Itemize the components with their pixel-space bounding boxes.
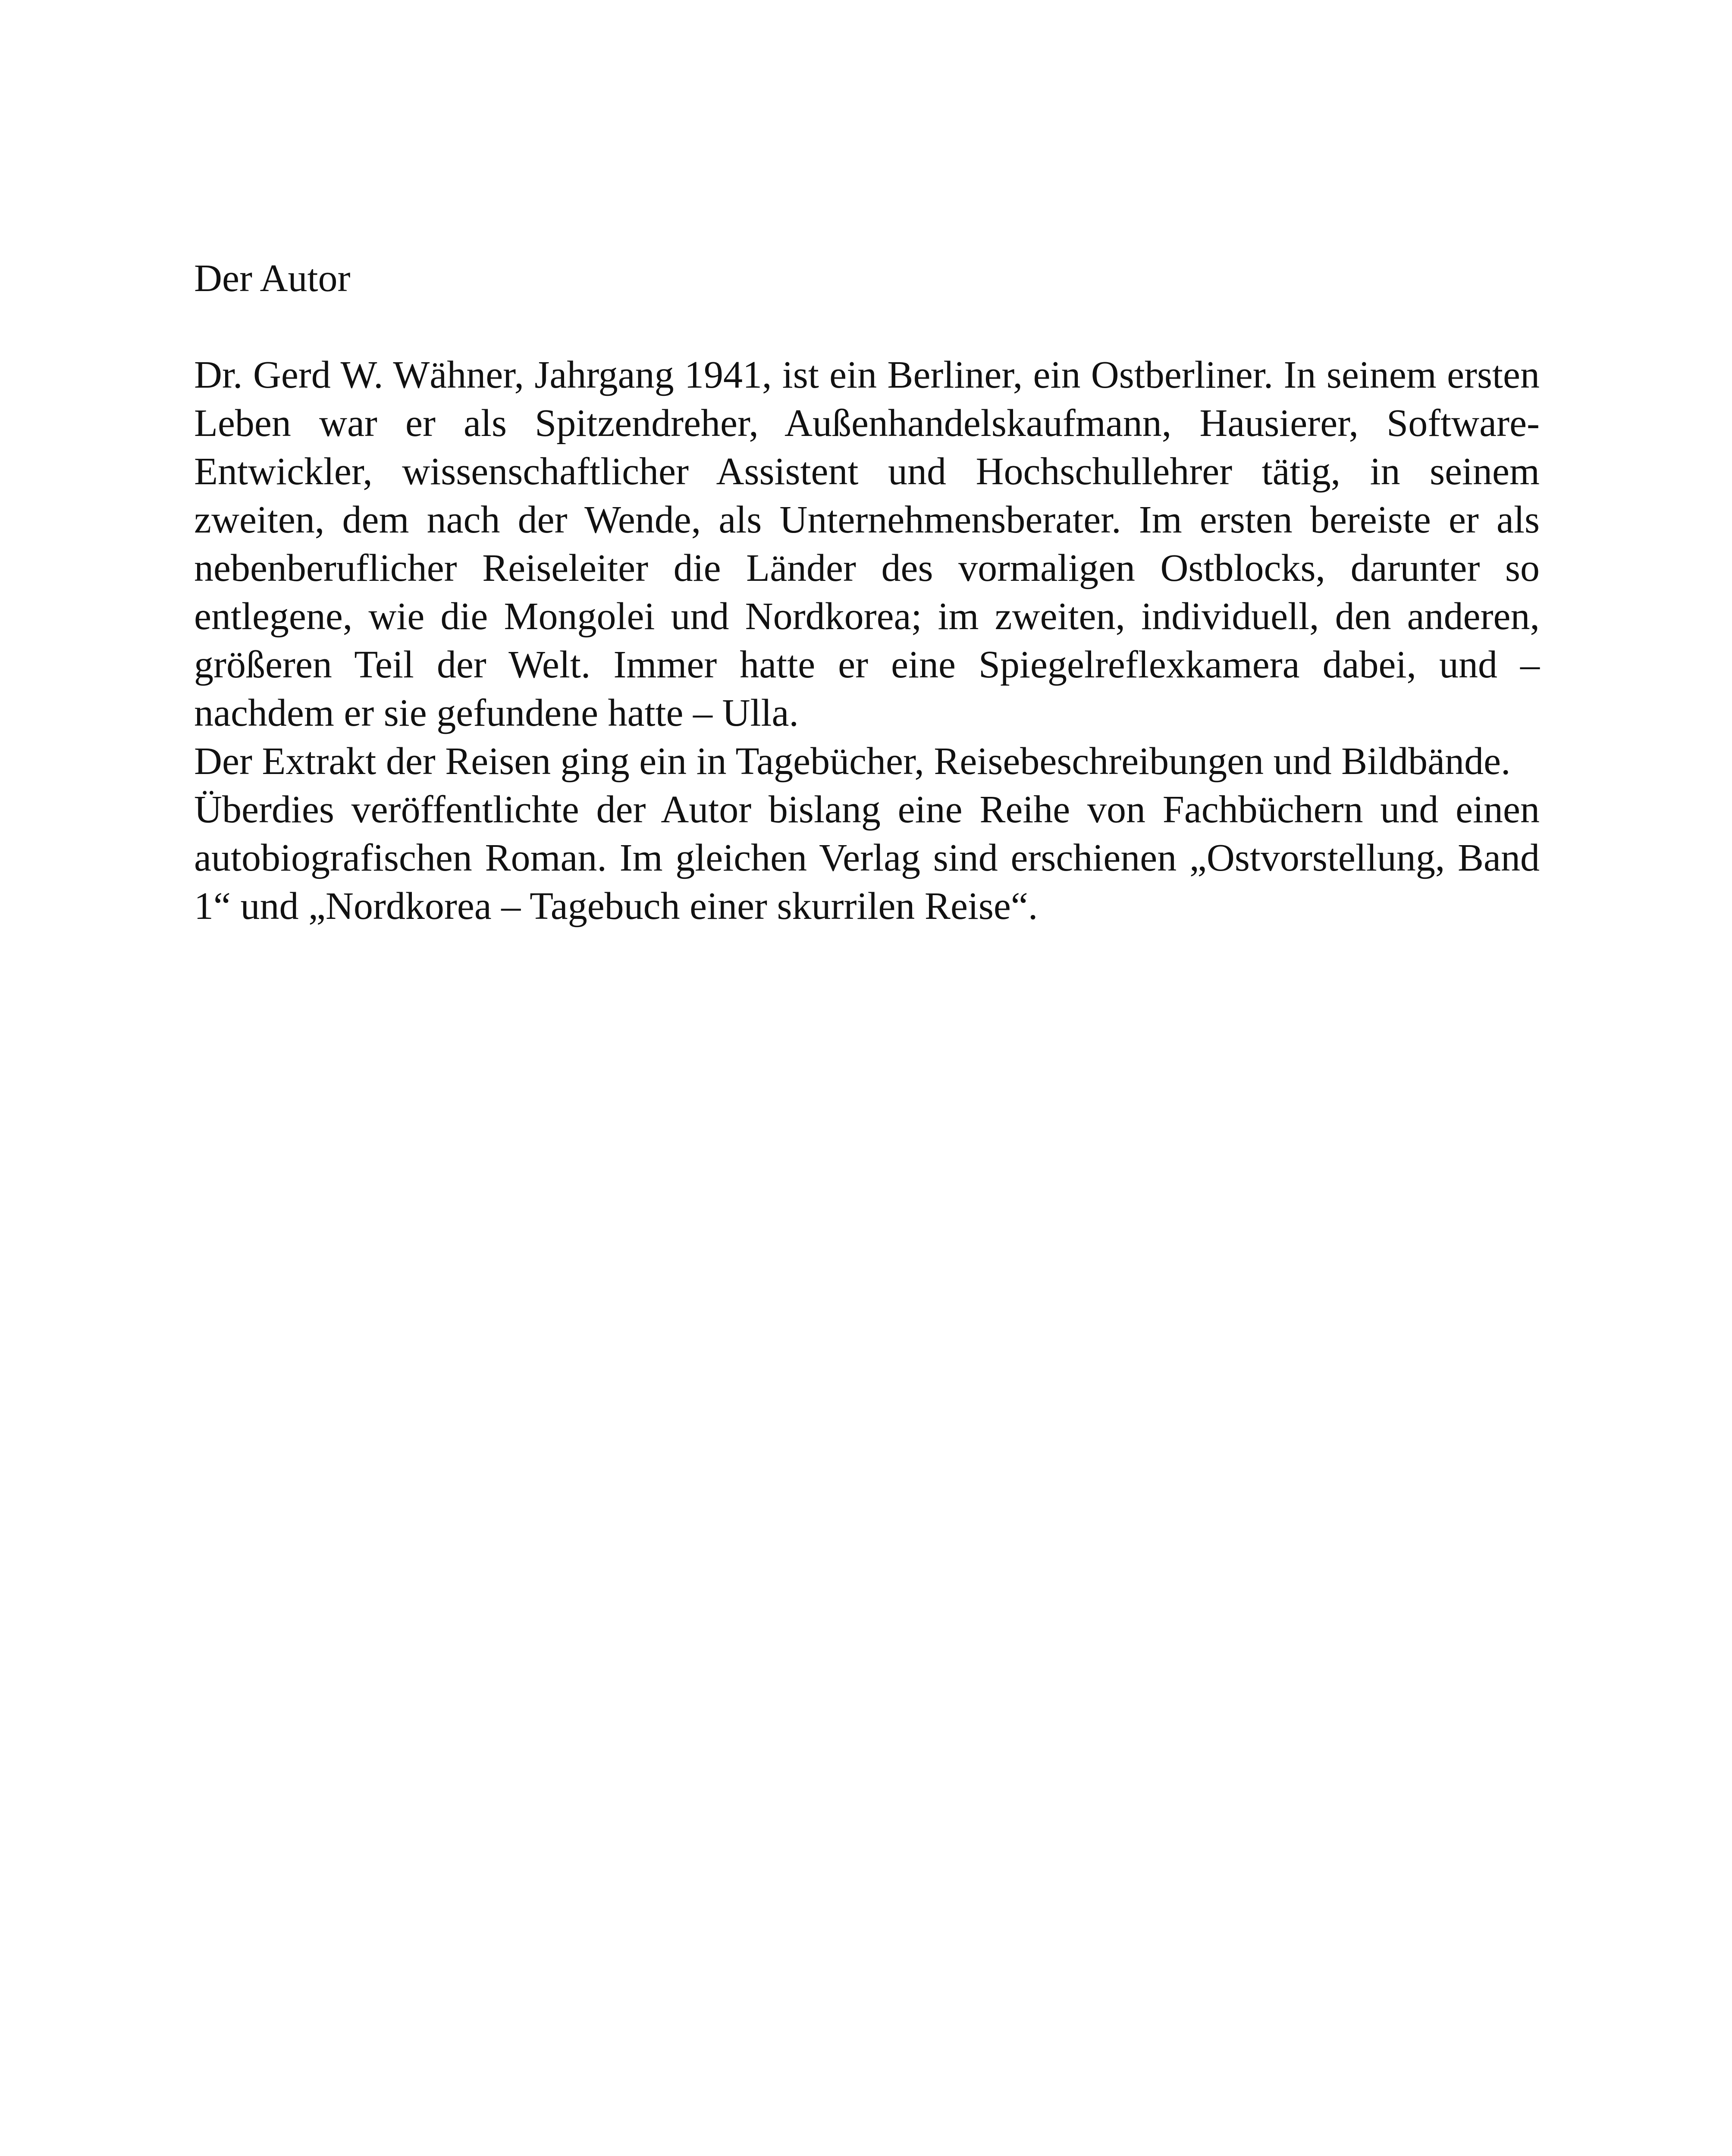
paragraph-travel-extract: Der Extrakt der Reisen ging ein in Tagebücher, Reisebeschreibungen und Bildbände. xyxy=(194,740,1511,783)
paragraph-biography: Dr. Gerd W. Wähner, Jahrgang 1941, ist ein Berliner, ein Ostberliner. In seinem ersten Leben war er als Spitzendreher, Außenhandelskaufmann, Hausierer, Software-Entwickler, wissenschaftlicher Assistent und Hochschullehrer tätig, in seinem zweiten, dem nach der Wende, als Unternehmensberater. Im ersten bereiste er als nebenberuflicher Reiseleiter die Länder des vormaligen Ostblocks, darunter so entlegene, wie die Mongolei und Nordkorea; im zweiten, individuell, den anderen, größeren Teil der Welt. Immer hatte er eine Spiegelreflexkamera dabei, und – nachdem er sie gefundene hatte – Ulla. xyxy=(194,354,1540,734)
paragraph-publications: Überdies veröffentlichte der Autor bislang eine Reihe von Fachbüchern und einen autobiografischen Roman. Im gleichen Verlag sind erschienen „Ostvorstellung, Band 1“ und „Nordkorea – Tagebuch einer skurrilen Reise“. xyxy=(194,788,1540,928)
section-heading: Der Autor xyxy=(194,257,351,300)
text-block xyxy=(194,254,1540,931)
